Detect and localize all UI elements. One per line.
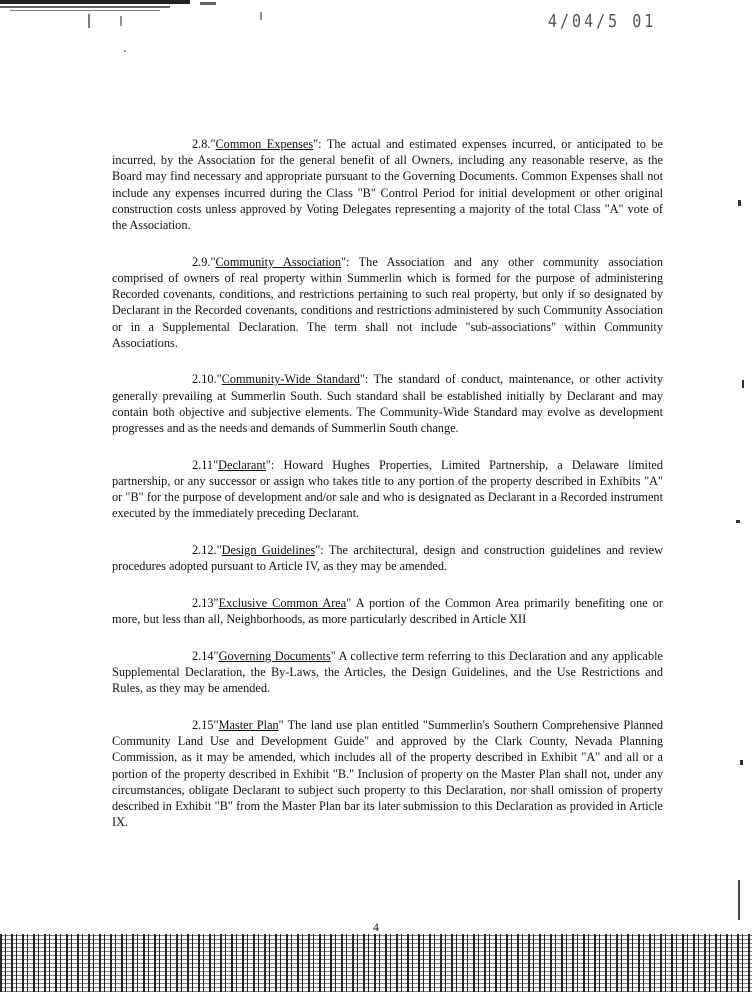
- definition-term: Common Expenses: [215, 137, 314, 151]
- definition-text: A portion of the Common Area primarily benefiting one or more, but less than all, Neighborhoods, as more particularly described in Article XII: [112, 595, 663, 627]
- definition-2-12: 2.12."Design Guidelines": The architectural, design and construction guidelines and review procedures adopted pursuant to Article IV, as they may be amended.: [112, 543, 663, 574]
- definition-number: 2.11: [192, 457, 214, 472]
- definition-2-13: 2.13"Exclusive Common Area" A portion of the Common Area primarily benefiting one or more, but less than all, Neighborhoods, as more particularly described in Article XII: [112, 595, 663, 627]
- definition-number: 2.13: [192, 595, 214, 610]
- definition-number: 2.14: [192, 648, 214, 663]
- definition-text: Howard Hughes Properties, Limited Partnership, a Delaware limited partnership, or any successor or assign who takes title to any portion of the property described in Exhibits "A" or "B" for the purpose of development and/or sale and who is designated as Declarant in a Recorded instrument executed by the immediately preceding Declarant.: [112, 457, 663, 521]
- definition-number: 2.12.: [192, 543, 217, 558]
- definition-term: Master Plan: [218, 717, 279, 732]
- definition-2-11: 2.11"Declarant": Howard Hughes Properties, Limited Partnership, a Delaware limited partnership, or any successor or assign who takes title to any portion of the property described in Exhibits "A" or "B" for the purpose of development and/or sale and who is designated as Declarant in a Recorded instrument executed by the immediately preceding Declarant.: [112, 457, 663, 521]
- definition-text: The land use plan entitled "Summerlin's Southern Comprehensive Planned Community Land Use and Development Guide" and approved by the Clark County, Nevada Planning Commission, as it may be amended, which includes all of the property described in Exhibit "A" and all or a portion of the property described in Exhibit "B." Inclusion of property on the Master Plan shall not, under any circumstances, obligate Declarant to subject such property to this Declaration, nor shall omission of property described in Exhibit "B" from the Master Plan bar its later submission to this Declaration as provided in Article IX.: [112, 717, 663, 830]
- definition-term: Exclusive Common Area: [218, 595, 347, 610]
- page-number: 4: [373, 920, 379, 934]
- definition-term: Community-Wide Standard: [221, 372, 360, 387]
- scan-artifact-right: [730, 0, 752, 992]
- definition-2-10: 2.10."Community-Wide Standard": The standard of conduct, maintenance, or other activity generally prevailing at Summerlin South. Such standard shall be established initially by Declarant and may contain both objective and subjective elements. The Community-Wide Standard may evolve as development progresses and as the needs and demands of Summerlin South change.: [112, 372, 663, 436]
- definition-number: 2.9.: [192, 254, 211, 269]
- scan-artifact-bottom: [0, 934, 752, 992]
- definition-number: 2.10.: [192, 372, 217, 387]
- definition-term: Declarant: [218, 457, 266, 472]
- definition-2-15: 2.15"Master Plan" The land use plan entitled "Summerlin's Southern Comprehensive Planned Community Land Use and Development Guide" and approved by the Clark County, Nevada Planning Commission, as it may be amended, which includes all of the property described in Exhibit "A" and all or a portion of the property described in Exhibit "B." Inclusion of property on the Master Plan shall not, under any circumstances, obligate Declarant to subject such property to this Declaration, nor shall omission of property described in Exhibit "B" from the Master Plan bar its later submission to this Declaration as provided in Article IX.: [112, 717, 663, 830]
- definition-text: A collective term referring to this Declaration and any applicable Supplemental Declaration, the By-Laws, the Articles, the Design Guidelines, and the Use Restrictions and Rules, as they may be amended.: [112, 648, 663, 696]
- definition-text: The standard of conduct, maintenance, or other activity generally prevailing at Summerlin South. Such standard shall be established initially by Declarant and may contain both objective and subjective elements. The Community-Wide Standard may evolve as development progresses and as the needs and demands of Summerlin South change.: [112, 372, 663, 436]
- definition-2-14: 2.14"Governing Documents" A collective term referring to this Declaration and any applicable Supplemental Declaration, the By-Laws, the Articles, the Design Guidelines, and the Use Restrictions and Rules, as they may be amended.: [112, 648, 663, 696]
- definition-text: The Association and any other community association comprised of owners of real property within Summerlin which is formed for the purpose of administering Recorded covenants, conditions, and restrictions pertaining to such real property, but only if so designated by Declarant in the Recorded covenants, conditions and restrictions administered by such Community Association or in a Supplemental Declaration. The term shall not include "sub-associations" within Community Associations.: [112, 254, 663, 350]
- definition-number: 2.15: [192, 717, 214, 732]
- definition-2-8: 2.8."Common Expenses": The actual and estimated expenses incurred, or anticipated to be incurred, by the Association for the general benefit of all Owners, including any reasonable reserve, as the Board may find necessary and appropriate pursuant to the Governing Documents. Common Expenses shall not include any expenses incurred during the Class "B" Control Period for initial development or other original construction costs unless approved by Voting Delegates representing a majority of the total Class "A" vote of the Association.: [112, 137, 663, 233]
- definition-2-9: 2.9."Community Association": The Association and any other community association comprised of owners of real property within Summerlin which is formed for the purpose of administering Recorded covenants, conditions, and restrictions pertaining to such real property, but only if so designated by Declarant in the Recorded covenants, conditions and restrictions administered by such Community Association or in a Supplemental Declaration. The term shall not include "sub-associations" within Community Associations.: [112, 254, 663, 350]
- fax-header-id: 4/04/5 01: [548, 10, 657, 32]
- document-body: [112, 136, 663, 851]
- definition-number: 2.8.: [192, 137, 211, 151]
- definition-term: Community Association: [215, 254, 342, 269]
- definition-term: Design Guidelines: [221, 543, 316, 558]
- definition-text: The actual and estimated expenses incurred, or anticipated to be incurred, by the Association for the general benefit of all Owners, including any reasonable reserve, as the Board may find necessary and appropriate pursuant to the Governing Documents. Common Expenses shall not include any expenses incurred during the Class "B" Control Period for initial development or other original construction costs unless approved by Voting Delegates representing a majority of the total Class "A" vote of the Association.: [112, 137, 663, 233]
- definition-text: The architectural, design and construction guidelines and review procedures adopted pursuant to Article IV, as they may be amended.: [112, 543, 663, 574]
- definition-term: Governing Documents: [218, 648, 331, 663]
